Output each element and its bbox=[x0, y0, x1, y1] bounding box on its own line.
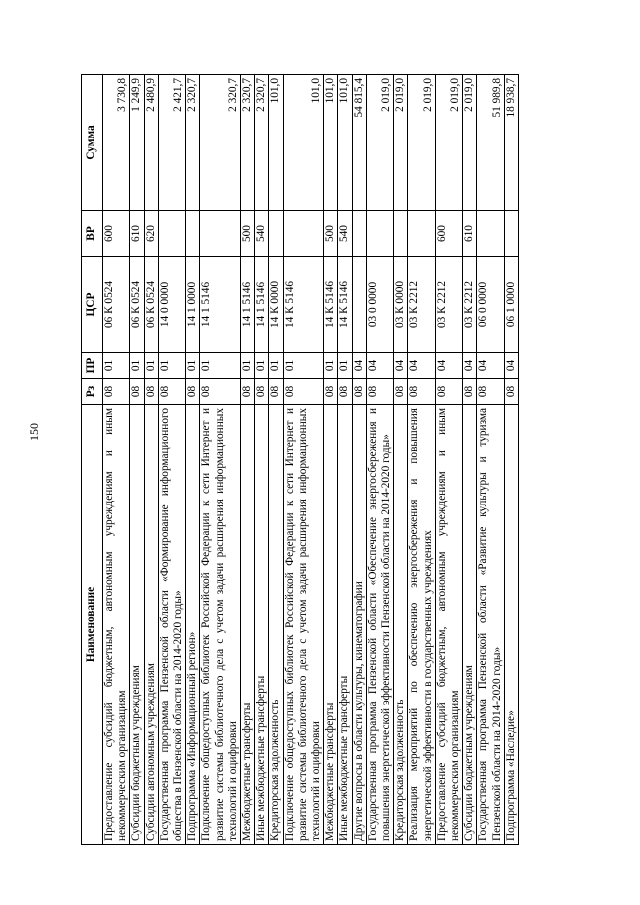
table-row bbox=[255, 75, 269, 845]
row-csr: 14 1 5146 bbox=[241, 257, 255, 353]
header-pr: ПР bbox=[82, 353, 103, 379]
row-csr: 03 К 0000 bbox=[394, 257, 408, 353]
row-vr bbox=[394, 211, 408, 257]
row-vr: 620 bbox=[144, 211, 158, 257]
row-pr: 04 bbox=[477, 353, 504, 379]
row-sum: 2 480,9 bbox=[144, 75, 158, 211]
row-name: Межбюджетные трансферты bbox=[324, 405, 338, 845]
row-csr: 06 1 0000 bbox=[504, 257, 518, 353]
row-name: Субсидии автономным учреждениям bbox=[144, 405, 158, 845]
row-csr: 06 0 0000 bbox=[477, 257, 504, 353]
row-csr: 03 К 2212 bbox=[435, 257, 462, 353]
row-sum: 18 938,7 bbox=[504, 75, 518, 211]
row-rz: 08 bbox=[435, 379, 462, 405]
row-name: Другие вопросы в области культуры, кинематографии bbox=[352, 405, 366, 845]
row-name: Подпрограмма «Информационный регион» bbox=[186, 405, 200, 845]
row-pr: 04 bbox=[504, 353, 518, 379]
row-name: Кредиторская задолженность bbox=[269, 405, 283, 845]
table-row bbox=[200, 75, 241, 845]
row-pr: 01 bbox=[158, 353, 185, 379]
row-rz: 08 bbox=[255, 379, 269, 405]
row-vr bbox=[158, 211, 185, 257]
row-pr: 04 bbox=[366, 353, 393, 379]
row-rz: 08 bbox=[408, 379, 435, 405]
row-rz: 08 bbox=[352, 379, 366, 405]
row-name: Подпрограмма «Наследие» bbox=[504, 405, 518, 845]
row-sum: 1 249,9 bbox=[130, 75, 144, 211]
row-vr: 610 bbox=[463, 211, 477, 257]
header-vr: ВР bbox=[82, 211, 103, 257]
row-sum: 3 730,8 bbox=[103, 75, 130, 211]
row-rz: 08 bbox=[366, 379, 393, 405]
row-name: Иные межбюджетные трансферты bbox=[255, 405, 269, 845]
row-vr bbox=[366, 211, 393, 257]
row-pr: 04 bbox=[394, 353, 408, 379]
row-vr: 600 bbox=[103, 211, 130, 257]
row-csr: 14 1 5146 bbox=[200, 257, 241, 353]
row-name: Государственная программа Пензенской области «Развитие культуры и туризма Пензенской области на 2014-2020 годы» bbox=[477, 405, 504, 845]
table-row bbox=[366, 75, 393, 845]
table-header-row bbox=[82, 75, 103, 845]
table-row bbox=[269, 75, 283, 845]
row-pr: 01 bbox=[186, 353, 200, 379]
row-vr: 540 bbox=[338, 211, 352, 257]
row-rz: 08 bbox=[283, 379, 324, 405]
row-pr: 04 bbox=[408, 353, 435, 379]
row-name: Государственная программа Пензенской области «Обеспечение энергосбережения и повышения энергетической эффективности Пензенской области на 2014-2020 годы» bbox=[366, 405, 393, 845]
row-csr: 14 К 5146 bbox=[338, 257, 352, 353]
header-rz: Рз bbox=[82, 379, 103, 405]
row-sum: 51 989,8 bbox=[477, 75, 504, 211]
row-vr: 540 bbox=[255, 211, 269, 257]
table-row bbox=[408, 75, 435, 845]
row-rz: 08 bbox=[269, 379, 283, 405]
row-csr: 14 К 0000 bbox=[269, 257, 283, 353]
table-row bbox=[283, 75, 324, 845]
row-pr: 01 bbox=[241, 353, 255, 379]
row-pr: 01 bbox=[144, 353, 158, 379]
row-csr: 06 К 0524 bbox=[103, 257, 130, 353]
table-row bbox=[504, 75, 518, 845]
row-csr: 03 0 0000 bbox=[366, 257, 393, 353]
row-sum: 101,0 bbox=[283, 75, 324, 211]
row-pr: 01 bbox=[200, 353, 241, 379]
table-row bbox=[352, 75, 366, 845]
table-row bbox=[144, 75, 158, 845]
row-rz: 08 bbox=[504, 379, 518, 405]
row-rz: 08 bbox=[394, 379, 408, 405]
row-vr: 500 bbox=[241, 211, 255, 257]
row-rz: 08 bbox=[103, 379, 130, 405]
row-rz: 08 bbox=[130, 379, 144, 405]
row-vr bbox=[200, 211, 241, 257]
row-sum: 2 320,7 bbox=[255, 75, 269, 211]
row-csr: 03 К 2212 bbox=[408, 257, 435, 353]
row-rz: 08 bbox=[477, 379, 504, 405]
row-vr bbox=[504, 211, 518, 257]
header-sum: Сумма bbox=[82, 75, 103, 211]
table-row bbox=[158, 75, 185, 845]
table-row bbox=[394, 75, 408, 845]
table-row bbox=[241, 75, 255, 845]
row-pr: 04 bbox=[435, 353, 462, 379]
row-sum: 2 421,7 bbox=[158, 75, 185, 211]
row-rz: 08 bbox=[200, 379, 241, 405]
table-row bbox=[186, 75, 200, 845]
row-name: Субсидии бюджетным учреждениям bbox=[130, 405, 144, 845]
row-csr bbox=[352, 257, 366, 353]
row-name: Субсидии бюджетным учреждениям bbox=[463, 405, 477, 845]
row-vr bbox=[408, 211, 435, 257]
row-sum: 2 019,0 bbox=[463, 75, 477, 211]
row-pr: 01 bbox=[103, 353, 130, 379]
row-sum: 54 815,4 bbox=[352, 75, 366, 211]
row-rz: 08 bbox=[186, 379, 200, 405]
row-sum: 101,0 bbox=[269, 75, 283, 211]
row-sum: 2 019,0 bbox=[408, 75, 435, 211]
row-sum: 2 019,0 bbox=[435, 75, 462, 211]
row-name: Подключение общедоступных библиотек Российской Федерации к сети Интернет и развитие системы библиотечного дела с учетом задачи расширения информационных технологий и оцифровки bbox=[283, 405, 324, 845]
row-name: Предоставление субсидий бюджетным, автономным учреждениям и иным некоммерческим организациям bbox=[435, 405, 462, 845]
row-vr: 500 bbox=[324, 211, 338, 257]
row-rz: 08 bbox=[241, 379, 255, 405]
budget-table bbox=[81, 74, 519, 845]
row-pr: 01 bbox=[324, 353, 338, 379]
row-vr bbox=[186, 211, 200, 257]
row-vr: 600 bbox=[435, 211, 462, 257]
row-pr: 04 bbox=[463, 353, 477, 379]
row-sum: 2 320,7 bbox=[200, 75, 241, 211]
row-csr: 14 0 0000 bbox=[158, 257, 185, 353]
row-vr bbox=[352, 211, 366, 257]
table-row bbox=[103, 75, 130, 845]
row-pr: 01 bbox=[283, 353, 324, 379]
row-csr: 06 К 0524 bbox=[130, 257, 144, 353]
row-pr: 01 bbox=[269, 353, 283, 379]
row-name: Государственная программа Пензенской области «Формирование информационного общества в Пензенской области на 2014-2020 годы» bbox=[158, 405, 185, 845]
table-row bbox=[463, 75, 477, 845]
row-csr: 03 К 2212 bbox=[463, 257, 477, 353]
row-rz: 08 bbox=[338, 379, 352, 405]
row-csr: 14 1 0000 bbox=[186, 257, 200, 353]
row-pr: 04 bbox=[352, 353, 366, 379]
header-name: Наименование bbox=[82, 405, 103, 845]
row-name: Реализация мероприятий по обеспечению энергосбережения и повышения энергетической эффективности в государственных учреждениях bbox=[408, 405, 435, 845]
row-rz: 08 bbox=[144, 379, 158, 405]
row-sum: 2 320,7 bbox=[241, 75, 255, 211]
row-vr bbox=[477, 211, 504, 257]
row-rz: 08 bbox=[463, 379, 477, 405]
table-row bbox=[477, 75, 504, 845]
row-sum: 2 019,0 bbox=[394, 75, 408, 211]
row-sum: 101,0 bbox=[338, 75, 352, 211]
row-sum: 101,0 bbox=[324, 75, 338, 211]
row-rz: 08 bbox=[158, 379, 185, 405]
row-name: Подключение общедоступных библиотек Российской Федерации к сети Интернет и развитие системы библиотечного дела с учетом задачи расширения информационных технологий и оцифровки bbox=[200, 405, 241, 845]
row-name: Межбюджетные трансферты bbox=[241, 405, 255, 845]
table-row bbox=[435, 75, 462, 845]
table-row bbox=[130, 75, 144, 845]
row-csr: 06 К 0524 bbox=[144, 257, 158, 353]
row-vr bbox=[283, 211, 324, 257]
row-pr: 01 bbox=[255, 353, 269, 379]
row-sum: 2 320,7 bbox=[186, 75, 200, 211]
table-row bbox=[338, 75, 352, 845]
row-csr: 14 К 5146 bbox=[324, 257, 338, 353]
row-pr: 01 bbox=[338, 353, 352, 379]
table-row bbox=[324, 75, 338, 845]
row-csr: 14 1 5146 bbox=[255, 257, 269, 353]
row-vr: 610 bbox=[130, 211, 144, 257]
row-name: Кредиторская задолженность bbox=[394, 405, 408, 845]
row-name: Предоставление субсидий бюджетным, автономным учреждениям и иным некоммерческим организациям bbox=[103, 405, 130, 845]
row-vr bbox=[269, 211, 283, 257]
row-rz: 08 bbox=[324, 379, 338, 405]
row-pr: 01 bbox=[130, 353, 144, 379]
page-number: 150 bbox=[27, 423, 41, 441]
rotated-page-content bbox=[81, 75, 519, 845]
row-name: Иные межбюджетные трансферты bbox=[338, 405, 352, 845]
row-sum: 2 019,0 bbox=[366, 75, 393, 211]
row-csr: 14 К 5146 bbox=[283, 257, 324, 353]
header-csr: ЦСР bbox=[82, 257, 103, 353]
